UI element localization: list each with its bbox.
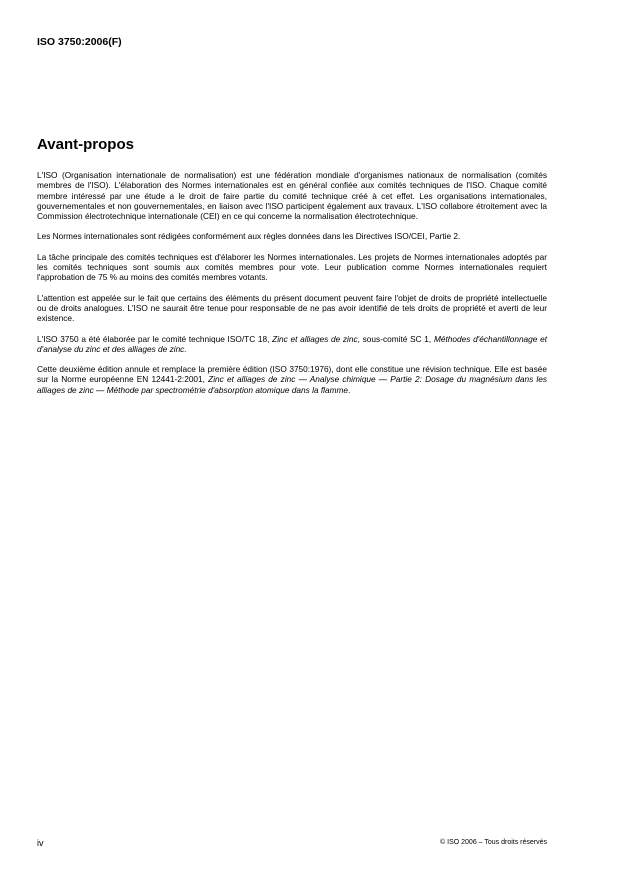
italic-run: Zinc et alliages de zinc: [272, 333, 358, 344]
text-run: Cette deuxième édition annule et remplace la première édition (ISO 3750:1976), dont elle constitue une révision technique. Elle est basée sur la Norme européenne EN 12441-2:2001,: [37, 364, 547, 385]
text-run: .: [348, 384, 351, 395]
italic-run: Zinc et alliages de zinc — Analyse chimique — Partie 2: Dosage du magnésium dans les alliages de zinc — Méthode par spectrométrie d'absorption atomique dans la flamme: [37, 374, 548, 395]
paragraph-patent-rights: L'attention est appelée sur le fait que certains des éléments du présent document peuvent faire l'objet de droits de propriété intellectuelle ou de droits analogues. L'ISO ne saurait être tenue pour responsable de ne pas avoir identifié de tels droits de propriété et averti de leur existence.: [37, 292, 547, 324]
paragraph-directives: Les Normes internationales sont rédigées conformément aux règles données dans les Directives ISO/CEI, Partie 2.: [37, 231, 461, 242]
foreword-body: [37, 170, 547, 405]
page-title: Avant-propos: [37, 136, 134, 153]
paragraph-edition: [37, 364, 547, 395]
paragraph-technical-committees: La tâche principale des comités techniques est d'élaborer les Normes internationales. Les projets de Normes internationales adoptés par les comités techniques sont soumis aux comités membres pour vote. Leur publication comme Normes internationales requiert l'approbation de 75 % au moins des comités membres votants.: [37, 251, 547, 283]
italic-run: Méthodes d'échantillonnage et d'analyse du zinc et des alliages de zinc.: [37, 333, 548, 354]
paragraph-prepared-by: [37, 334, 547, 355]
paragraph-iso-organisation: L'ISO (Organisation internationale de normalisation) est une fédération mondiale d'organismes nationaux de normalisation (comités membres de l'ISO). L'élaboration des Normes internationales est en général confiée aux comités techniques de l'ISO. Chaque comité membre intéressé par une étude a le droit de faire partie du comité technique créé à cet effet. Les organisations internationales, gouvernementales et non gouvernementales, en liaison avec l'ISO participent également aux travaux. L'ISO collabore étroitement avec la Commission électrotechnique internationale (CEI) en ce qui concerne la normalisation électrotechnique.: [37, 170, 547, 222]
document-id: ISO 3750:2006(F): [37, 36, 122, 48]
copyright-notice: © ISO 2006 – Tous droits réservés: [440, 839, 547, 846]
text-run: , sous-comité SC 1,: [357, 333, 434, 344]
page-number: iv: [37, 838, 44, 848]
text-run: L'ISO 3750 a été élaborée par le comité technique ISO/TC 18,: [37, 333, 273, 344]
